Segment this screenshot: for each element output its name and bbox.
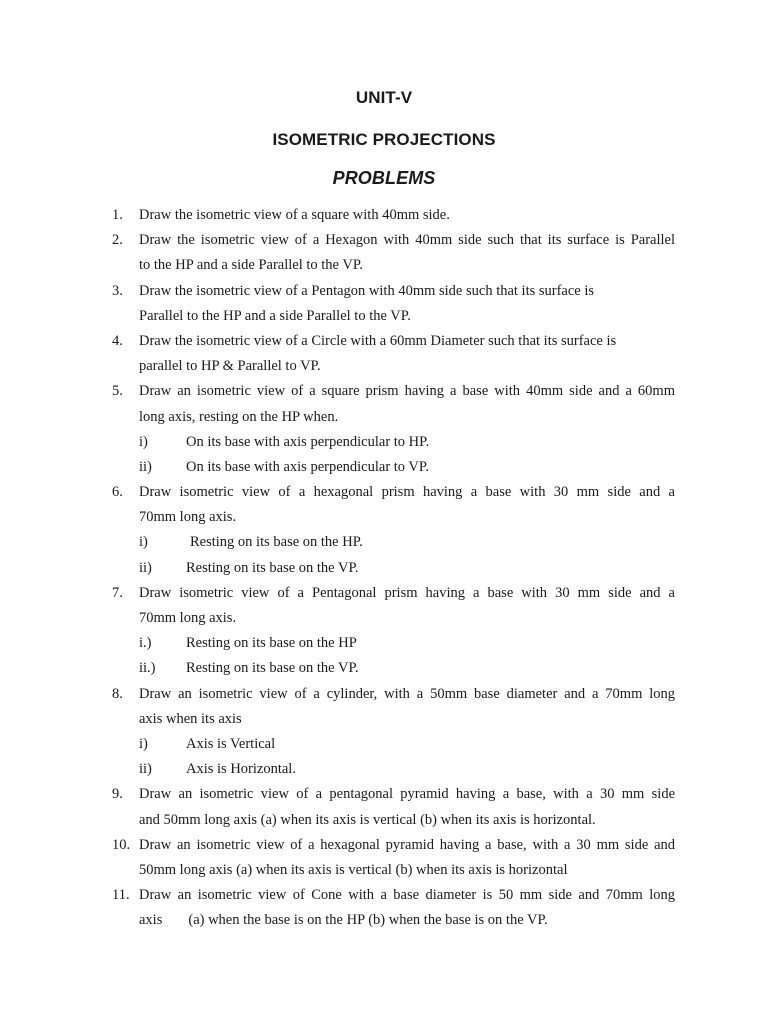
sub-item <box>112 757 675 782</box>
sub-item <box>112 430 675 455</box>
problem-line <box>112 581 675 606</box>
sub-item-text: Axis is Vertical <box>186 735 276 752</box>
problem-number: 7. <box>112 584 123 601</box>
problem-line <box>112 505 675 530</box>
problem-line <box>112 808 675 833</box>
unit-heading: UNIT-V <box>355 88 413 107</box>
problem-line <box>112 304 675 329</box>
problem-text: Draw an isometric view of Cone with a base diameter is 50 mm side and 70mm long <box>139 887 675 904</box>
problem-text-tail: (a) when the base is on the HP (b) when the base is on the VP. <box>188 912 548 929</box>
sub-item <box>112 455 675 480</box>
sub-item <box>112 556 675 581</box>
problem-line <box>112 228 675 253</box>
problem-text: 50mm long axis (a) when its axis is vertical (b) when its axis is horizontal <box>139 861 568 878</box>
problem-number: 1. <box>112 207 123 223</box>
problem-text: Draw the isometric view of a Hexagon with 40mm side such that its surface is Parallel <box>139 232 675 249</box>
sub-item-label: ii.) <box>139 660 156 677</box>
problem-text: Draw an isometric view of a pentagonal pyramid having a base, with a 30 mm side <box>139 786 675 803</box>
problem-line <box>112 606 675 631</box>
problem-line <box>112 253 675 278</box>
problem-text: Draw the isometric view of a Circle with a 60mm Diameter such that its surface is <box>139 332 617 349</box>
problem-line <box>112 883 675 908</box>
problem-number: 5. <box>112 383 123 400</box>
sub-item-text: On its base with axis perpendicular to VP. <box>186 458 429 475</box>
problem-line <box>112 682 675 707</box>
problem-number: 4. <box>112 332 123 349</box>
sub-item-label: ii) <box>139 761 152 778</box>
sub-item <box>112 530 675 555</box>
problem-text: Draw an isometric view of a cylinder, with a 50mm base diameter and a 70mm long <box>139 685 675 702</box>
problem-text: 70mm long axis. <box>139 610 237 626</box>
sub-item-label: i) <box>139 534 148 551</box>
problem-text: Draw an isometric view of a hexagonal pyramid having a base, with a 30 mm side and <box>139 836 675 853</box>
problem-list <box>112 203 675 933</box>
problem-line <box>112 833 675 858</box>
problem-text-wrap <box>139 908 548 933</box>
problem-number: 9. <box>112 786 123 803</box>
problem-number: 11. <box>112 887 130 904</box>
problem-number: 6. <box>112 484 123 501</box>
problem-line <box>112 782 675 807</box>
section-subtitle: PROBLEMS <box>332 168 436 188</box>
problem-line <box>112 354 675 379</box>
problem-text: Parallel to the HP and a side Parallel to the VP. <box>139 307 411 324</box>
sub-item-label: i.) <box>139 635 152 652</box>
sub-item-text: Resting on its base on the VP. <box>186 660 359 677</box>
problem-line <box>112 858 675 883</box>
problem-text: Draw the isometric view of a Pentagon with 40mm side such that its surface is <box>139 282 595 299</box>
problem-text: and 50mm long axis (a) when its axis is vertical (b) when its axis is horizontal. <box>139 811 596 828</box>
sub-item-label: ii) <box>139 559 152 576</box>
problem-number: 3. <box>112 282 123 299</box>
problem-line <box>112 405 675 430</box>
sub-item-text: Resting on its base on the VP. <box>186 559 359 576</box>
sub-item-text: Resting on its base on the HP. <box>190 534 363 551</box>
problem-text: parallel to HP & Parallel to VP. <box>139 358 321 375</box>
page-title: ISOMETRIC PROJECTIONS <box>272 130 496 149</box>
problem-line <box>112 908 675 933</box>
problem-line <box>112 707 675 732</box>
problem-text: Draw the isometric view of a square with 40mm side. <box>139 207 450 223</box>
problem-line <box>112 379 675 404</box>
sub-item <box>112 631 675 656</box>
problem-text: axis when its axis <box>139 710 242 727</box>
problem-text: long axis, resting on the HP when. <box>139 408 339 425</box>
problem-number: 10. <box>112 836 131 853</box>
sub-item-text: Resting on its base on the HP <box>186 635 357 652</box>
problem-text: Draw isometric view of a Pentagonal prism having a base with 30 mm side and a <box>139 584 675 601</box>
problem-text: 70mm long axis. <box>139 509 237 526</box>
sub-item <box>112 732 675 757</box>
problem-number: 8. <box>112 685 123 702</box>
sub-item-text: On its base with axis perpendicular to HP. <box>186 433 430 450</box>
problem-text: Draw an isometric view of a square prism having a base with 40mm side and a 60mm <box>139 383 675 400</box>
problem-text: to the HP and a side Parallel to the VP. <box>139 257 363 274</box>
sub-item-label: i) <box>139 735 148 752</box>
problem-line <box>112 279 675 304</box>
sub-item-label: i) <box>139 433 148 450</box>
problem-text: Draw isometric view of a hexagonal prism having a base with 30 mm side and a <box>139 484 675 501</box>
problem-number: 2. <box>112 232 123 249</box>
sub-item-label: ii) <box>139 458 152 475</box>
problem-line <box>112 203 675 228</box>
problem-text: axis <box>139 912 163 929</box>
sub-item <box>112 656 675 681</box>
problem-line <box>112 329 675 354</box>
problem-line <box>112 480 675 505</box>
sub-item-text: Axis is Horizontal. <box>186 761 296 778</box>
